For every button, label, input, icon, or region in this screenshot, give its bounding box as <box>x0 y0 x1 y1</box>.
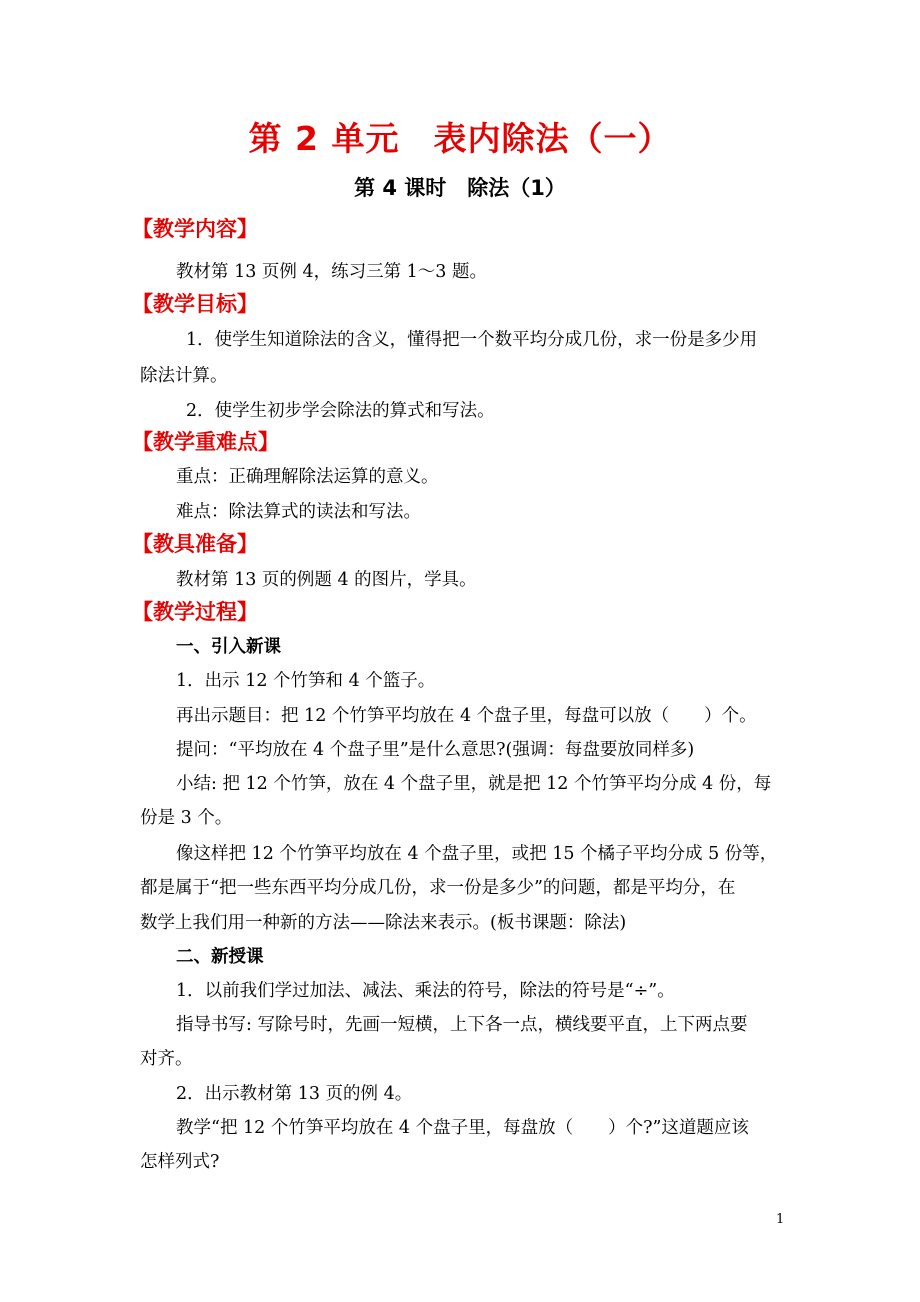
process-line: 小结: 把 12 个竹笋，放在 4 个盘子里，就是把 12 个竹笋平均分成 4 份，每 <box>176 774 772 794</box>
objective-line: 2．使学生初步学会除法的算式和写法。 <box>186 401 495 421</box>
content-line: 教材第 13 页例 4，练习三第 1～3 题。 <box>176 262 487 282</box>
process-part-title: 一、引入新课 <box>176 637 281 657</box>
process-line: 对齐。 <box>140 1049 193 1069</box>
process-line: 1．出示 12 个竹笋和 4 个篮子。 <box>176 671 436 691</box>
process-line: 份是 3 个。 <box>140 808 233 828</box>
process-line: 提问：“平均放在 4 个盘子里”是什么意思?(强调：每盘要放同样多) <box>176 740 695 760</box>
process-line: 2．出示教材第 13 页的例 4。 <box>176 1084 413 1104</box>
section-heading-content: 【教学内容】 <box>132 217 258 241</box>
difficulty-line: 难点：除法算式的读法和写法。 <box>176 502 421 522</box>
section-heading-process: 【教学过程】 <box>132 600 258 624</box>
process-line: 像这样把 12 个竹笋平均放在 4 个盘子里，或把 15 个橘子平均分成 5 份等， <box>176 844 778 864</box>
process-part-title: 二、新授课 <box>176 947 264 967</box>
process-line: 再出示题目：把 12 个竹笋平均放在 4 个盘子里，每盘可以放（ ）个。 <box>176 706 757 726</box>
section-heading-objectives: 【教学目标】 <box>132 292 258 316</box>
key-point-line: 重点：正确理解除法运算的意义。 <box>176 467 439 487</box>
page-number: 1 <box>776 1212 785 1227</box>
materials-line: 教材第 13 页的例题 4 的图片，学具。 <box>176 570 477 590</box>
objective-line: 除法计算。 <box>140 366 228 386</box>
lesson-subtitle: 第 4 课时 除法（1） <box>354 176 566 200</box>
objective-line: 1．使学生知道除法的含义，懂得把一个数平均分成几份，求一份是多少用 <box>186 330 758 350</box>
section-heading-key-points: 【教学重难点】 <box>132 430 279 454</box>
process-line: 指导书写: 写除号时，先画一短横，上下各一点，横线要平直，上下两点要 <box>176 1015 748 1035</box>
process-line: 都是属于“把一些东西平均分成几份，求一份是多少”的问题，都是平均分，在 <box>140 878 736 898</box>
unit-title: 第 2 单元 表内除法（一） <box>248 119 672 158</box>
section-heading-materials: 【教具准备】 <box>132 532 258 556</box>
process-line: 教学“把 12 个竹笋平均放在 4 个盘子里，每盘放（ ）个?”这道题应该 <box>176 1118 749 1138</box>
process-line: 数学上我们用一种新的方法——除法来表示。(板书课题：除法) <box>140 913 627 933</box>
process-line: 1．以前我们学过加法、减法、乘法的符号，除法的符号是“÷”。 <box>176 981 675 1001</box>
process-line: 怎样列式? <box>140 1152 220 1172</box>
